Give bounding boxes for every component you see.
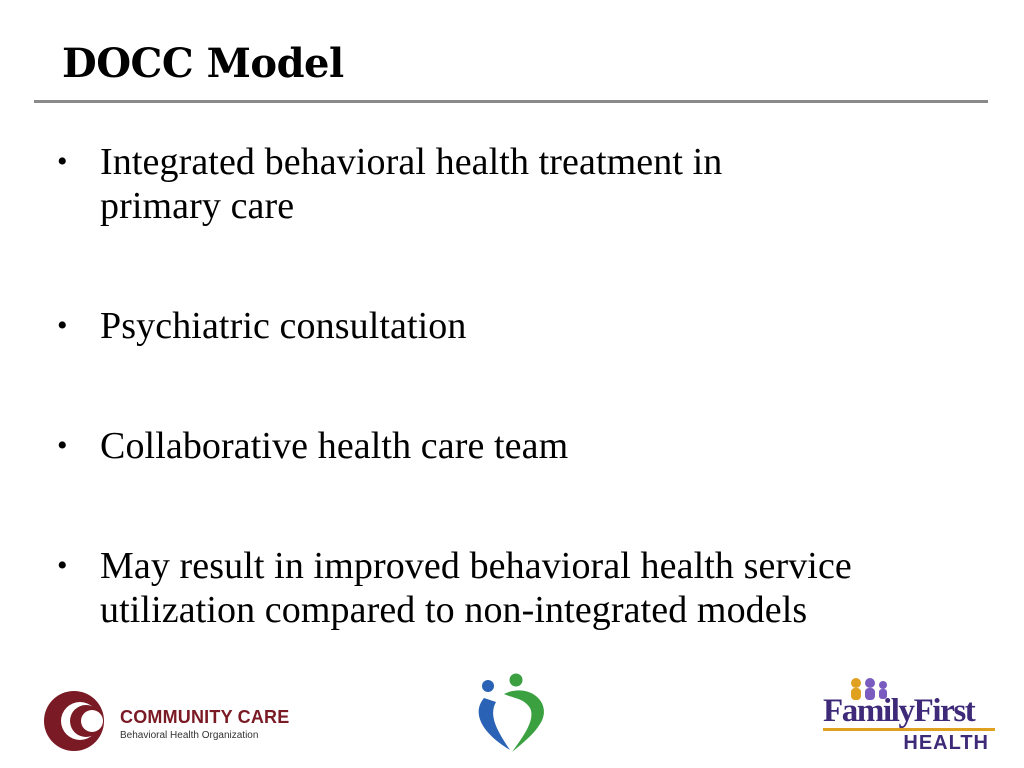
bullet-item bbox=[57, 304, 987, 348]
title-divider bbox=[34, 100, 988, 103]
bullet-item bbox=[57, 140, 987, 228]
bullet-dot: • bbox=[57, 549, 68, 582]
bullet-item bbox=[57, 424, 987, 468]
family-first-health-logo bbox=[823, 676, 995, 756]
bullet-text: Integrated behavioral health treatment in primary care bbox=[100, 141, 723, 227]
bullet-dot: • bbox=[57, 309, 68, 342]
bullet-item bbox=[57, 544, 987, 632]
bullet-text: May result in improved behavioral health service utilization compared to non-integrated models bbox=[100, 545, 852, 631]
family-first-name: FamilyFirst bbox=[823, 693, 975, 729]
community-care-mark-icon bbox=[42, 688, 132, 754]
bullet-text: Psychiatric consultation bbox=[100, 305, 467, 347]
bullet-text: Collaborative health care team bbox=[100, 425, 569, 467]
community-care-name: COMMUNITY CARE bbox=[120, 707, 290, 727]
slide-title: DOCC Model bbox=[62, 40, 344, 87]
community-care-logo bbox=[42, 688, 290, 754]
heart-people-icon bbox=[474, 672, 552, 754]
bullet-dot: • bbox=[57, 145, 68, 178]
family-first-health: HEALTH bbox=[903, 732, 989, 754]
community-care-tagline: Behavioral Health Organization bbox=[120, 730, 259, 741]
bullet-dot: • bbox=[57, 429, 68, 462]
